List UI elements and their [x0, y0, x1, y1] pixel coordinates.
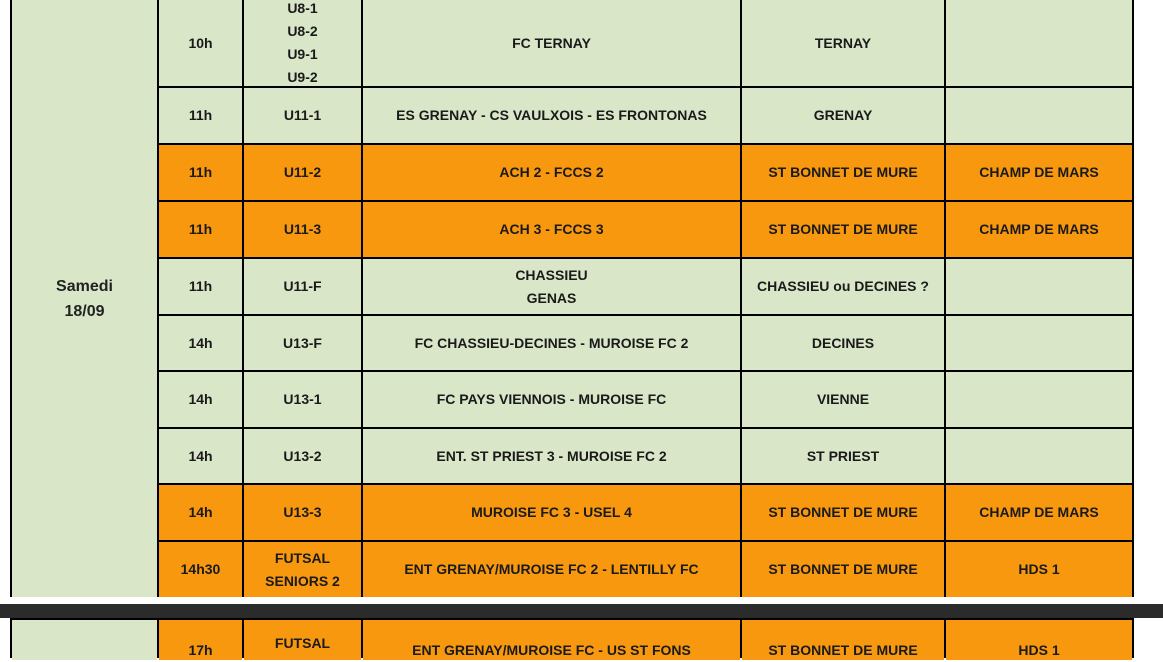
location-cell-text: ST BONNET DE MURE [768, 561, 918, 577]
location-cell [742, 372, 944, 427]
time-cell-text: 14h [188, 504, 213, 520]
match-cell-text: ACH 2 - FCCS 2 [499, 164, 604, 180]
location-cell [742, 145, 944, 200]
field-cell-text: CHAMP DE MARS [979, 164, 1099, 180]
field-cell-text: HDS 1 [1018, 561, 1060, 577]
category-cell [244, 372, 361, 427]
match-cell [363, 429, 740, 483]
location-cell-text: ST BONNET DE MURE [768, 504, 918, 520]
category-cell [244, 429, 361, 483]
time-cell-text: 10h [188, 34, 213, 51]
time-cell [159, 145, 242, 200]
field-cell-text: CHAMP DE MARS [979, 221, 1099, 237]
match-cell-text: GENAS [526, 289, 577, 306]
next-category-cell-text: FUTSAL [274, 635, 331, 651]
field-cell [946, 485, 1132, 540]
location-cell [742, 0, 944, 86]
category-cell [244, 485, 361, 540]
date-day: Samedi [56, 277, 113, 295]
category-cell-text: U13-2 [283, 447, 322, 464]
category-cell-text: U8-2 [287, 23, 318, 39]
time-cell-text: 11h [188, 107, 213, 123]
time-cell [159, 259, 242, 314]
next-field-cell [946, 620, 1132, 660]
match-cell-text: ACH 3 - FCCS 3 [499, 221, 604, 237]
location-cell [742, 88, 944, 143]
category-cell-text: FUTSAL [274, 549, 331, 566]
location-cell-text: ST PRIEST [806, 447, 880, 464]
next-location-cell-text: ST BONNET DE MURE [768, 642, 918, 658]
category-cell [244, 202, 361, 257]
category-cell-text: U9-2 [287, 69, 318, 85]
next-category-cell [244, 620, 361, 660]
time-cell-text: 11h [188, 221, 213, 237]
schedule-table [10, 0, 1134, 597]
category-cell-text: U9-1 [287, 46, 318, 62]
category-cell [244, 542, 361, 597]
time-cell [159, 542, 242, 597]
category-cell-text: U11-1 [283, 107, 322, 123]
field-cell [946, 542, 1132, 597]
time-cell [159, 485, 242, 540]
field-cell [946, 202, 1132, 257]
category-cell-text: U11-F [283, 278, 322, 294]
category-cell-text: U11-2 [283, 164, 322, 180]
location-cell-text: ST BONNET DE MURE [768, 164, 918, 180]
match-cell [363, 88, 740, 143]
category-cell-text: U8-1 [287, 0, 318, 16]
category-cell [244, 259, 361, 314]
date-cell-continued [12, 620, 157, 660]
time-cell-text: 11h [188, 164, 213, 180]
category-cell-text: U13-F [283, 334, 322, 351]
next-time-cell-text: 17h [188, 642, 213, 658]
category-cell [244, 145, 361, 200]
location-cell [742, 202, 944, 257]
location-cell-text: VIENNE [816, 391, 870, 407]
next-match-cell-text: ENT GRENAY/MUROISE FC - US ST FONS [412, 642, 691, 658]
category-cell-text: SENIORS 2 [265, 572, 340, 589]
page-divider [0, 604, 1163, 618]
date-value: 18/09 [64, 302, 105, 320]
match-cell-text: MUROISE FC 3 - USEL 4 [471, 504, 632, 520]
match-cell-text: FC TERNAY [512, 34, 591, 51]
field-cell [946, 372, 1132, 427]
field-cell-text: CHAMP DE MARS [979, 504, 1099, 520]
location-cell-text: ST BONNET DE MURE [768, 221, 918, 237]
match-cell [363, 202, 740, 257]
next-location-cell [742, 620, 944, 660]
location-cell-text: CHASSIEU ou DECINES ? [757, 278, 929, 294]
match-cell-text: ES GRENAY - CS VAULXOIS - ES FRONTONAS [396, 107, 707, 123]
match-cell-text: CHASSIEU [515, 266, 588, 283]
time-cell [159, 88, 242, 143]
location-cell-text: DECINES [811, 334, 875, 351]
category-cell-text: U11-3 [283, 221, 322, 237]
match-cell [363, 0, 740, 86]
location-cell-text: TERNAY [814, 34, 872, 51]
location-cell [742, 429, 944, 483]
match-cell-text: ENT. ST PRIEST 3 - MUROISE FC 2 [436, 447, 667, 464]
category-cell [244, 88, 361, 143]
match-cell [363, 145, 740, 200]
match-cell [363, 542, 740, 597]
time-cell [159, 316, 242, 370]
location-cell [742, 485, 944, 540]
next-time-cell [159, 620, 242, 660]
location-cell [742, 542, 944, 597]
category-cell [244, 316, 361, 370]
match-cell [363, 316, 740, 370]
match-cell [363, 372, 740, 427]
next-page-table [10, 618, 1134, 658]
time-cell-text: 14h [188, 391, 213, 407]
time-cell-text: 14h [188, 334, 213, 351]
category-cell-text: U13-1 [283, 391, 322, 407]
match-cell [363, 485, 740, 540]
match-cell-text: FC CHASSIEU-DECINES - MUROISE FC 2 [414, 334, 689, 351]
match-cell-text: ENT GRENAY/MUROISE FC 2 - LENTILLY FC [404, 561, 699, 577]
date-cell [12, 0, 157, 597]
match-cell [363, 259, 740, 314]
field-cell [946, 0, 1132, 86]
match-cell-text: FC PAYS VIENNOIS - MUROISE FC [436, 391, 667, 407]
location-cell [742, 316, 944, 370]
location-cell [742, 259, 944, 314]
time-cell-text: 11h [188, 278, 213, 294]
next-match-cell [363, 620, 740, 660]
location-cell-text: GRENAY [813, 107, 873, 123]
field-cell [946, 429, 1132, 483]
field-cell [946, 145, 1132, 200]
category-cell [244, 0, 361, 86]
next-field-cell-text: HDS 1 [1018, 642, 1060, 658]
field-cell [946, 88, 1132, 143]
field-cell [946, 259, 1132, 314]
field-cell [946, 316, 1132, 370]
time-cell [159, 0, 242, 86]
time-cell [159, 429, 242, 483]
category-cell-text: U13-3 [283, 504, 322, 520]
time-cell [159, 202, 242, 257]
time-cell-text: 14h [188, 447, 213, 464]
time-cell [159, 372, 242, 427]
time-cell-text: 14h30 [180, 561, 221, 577]
